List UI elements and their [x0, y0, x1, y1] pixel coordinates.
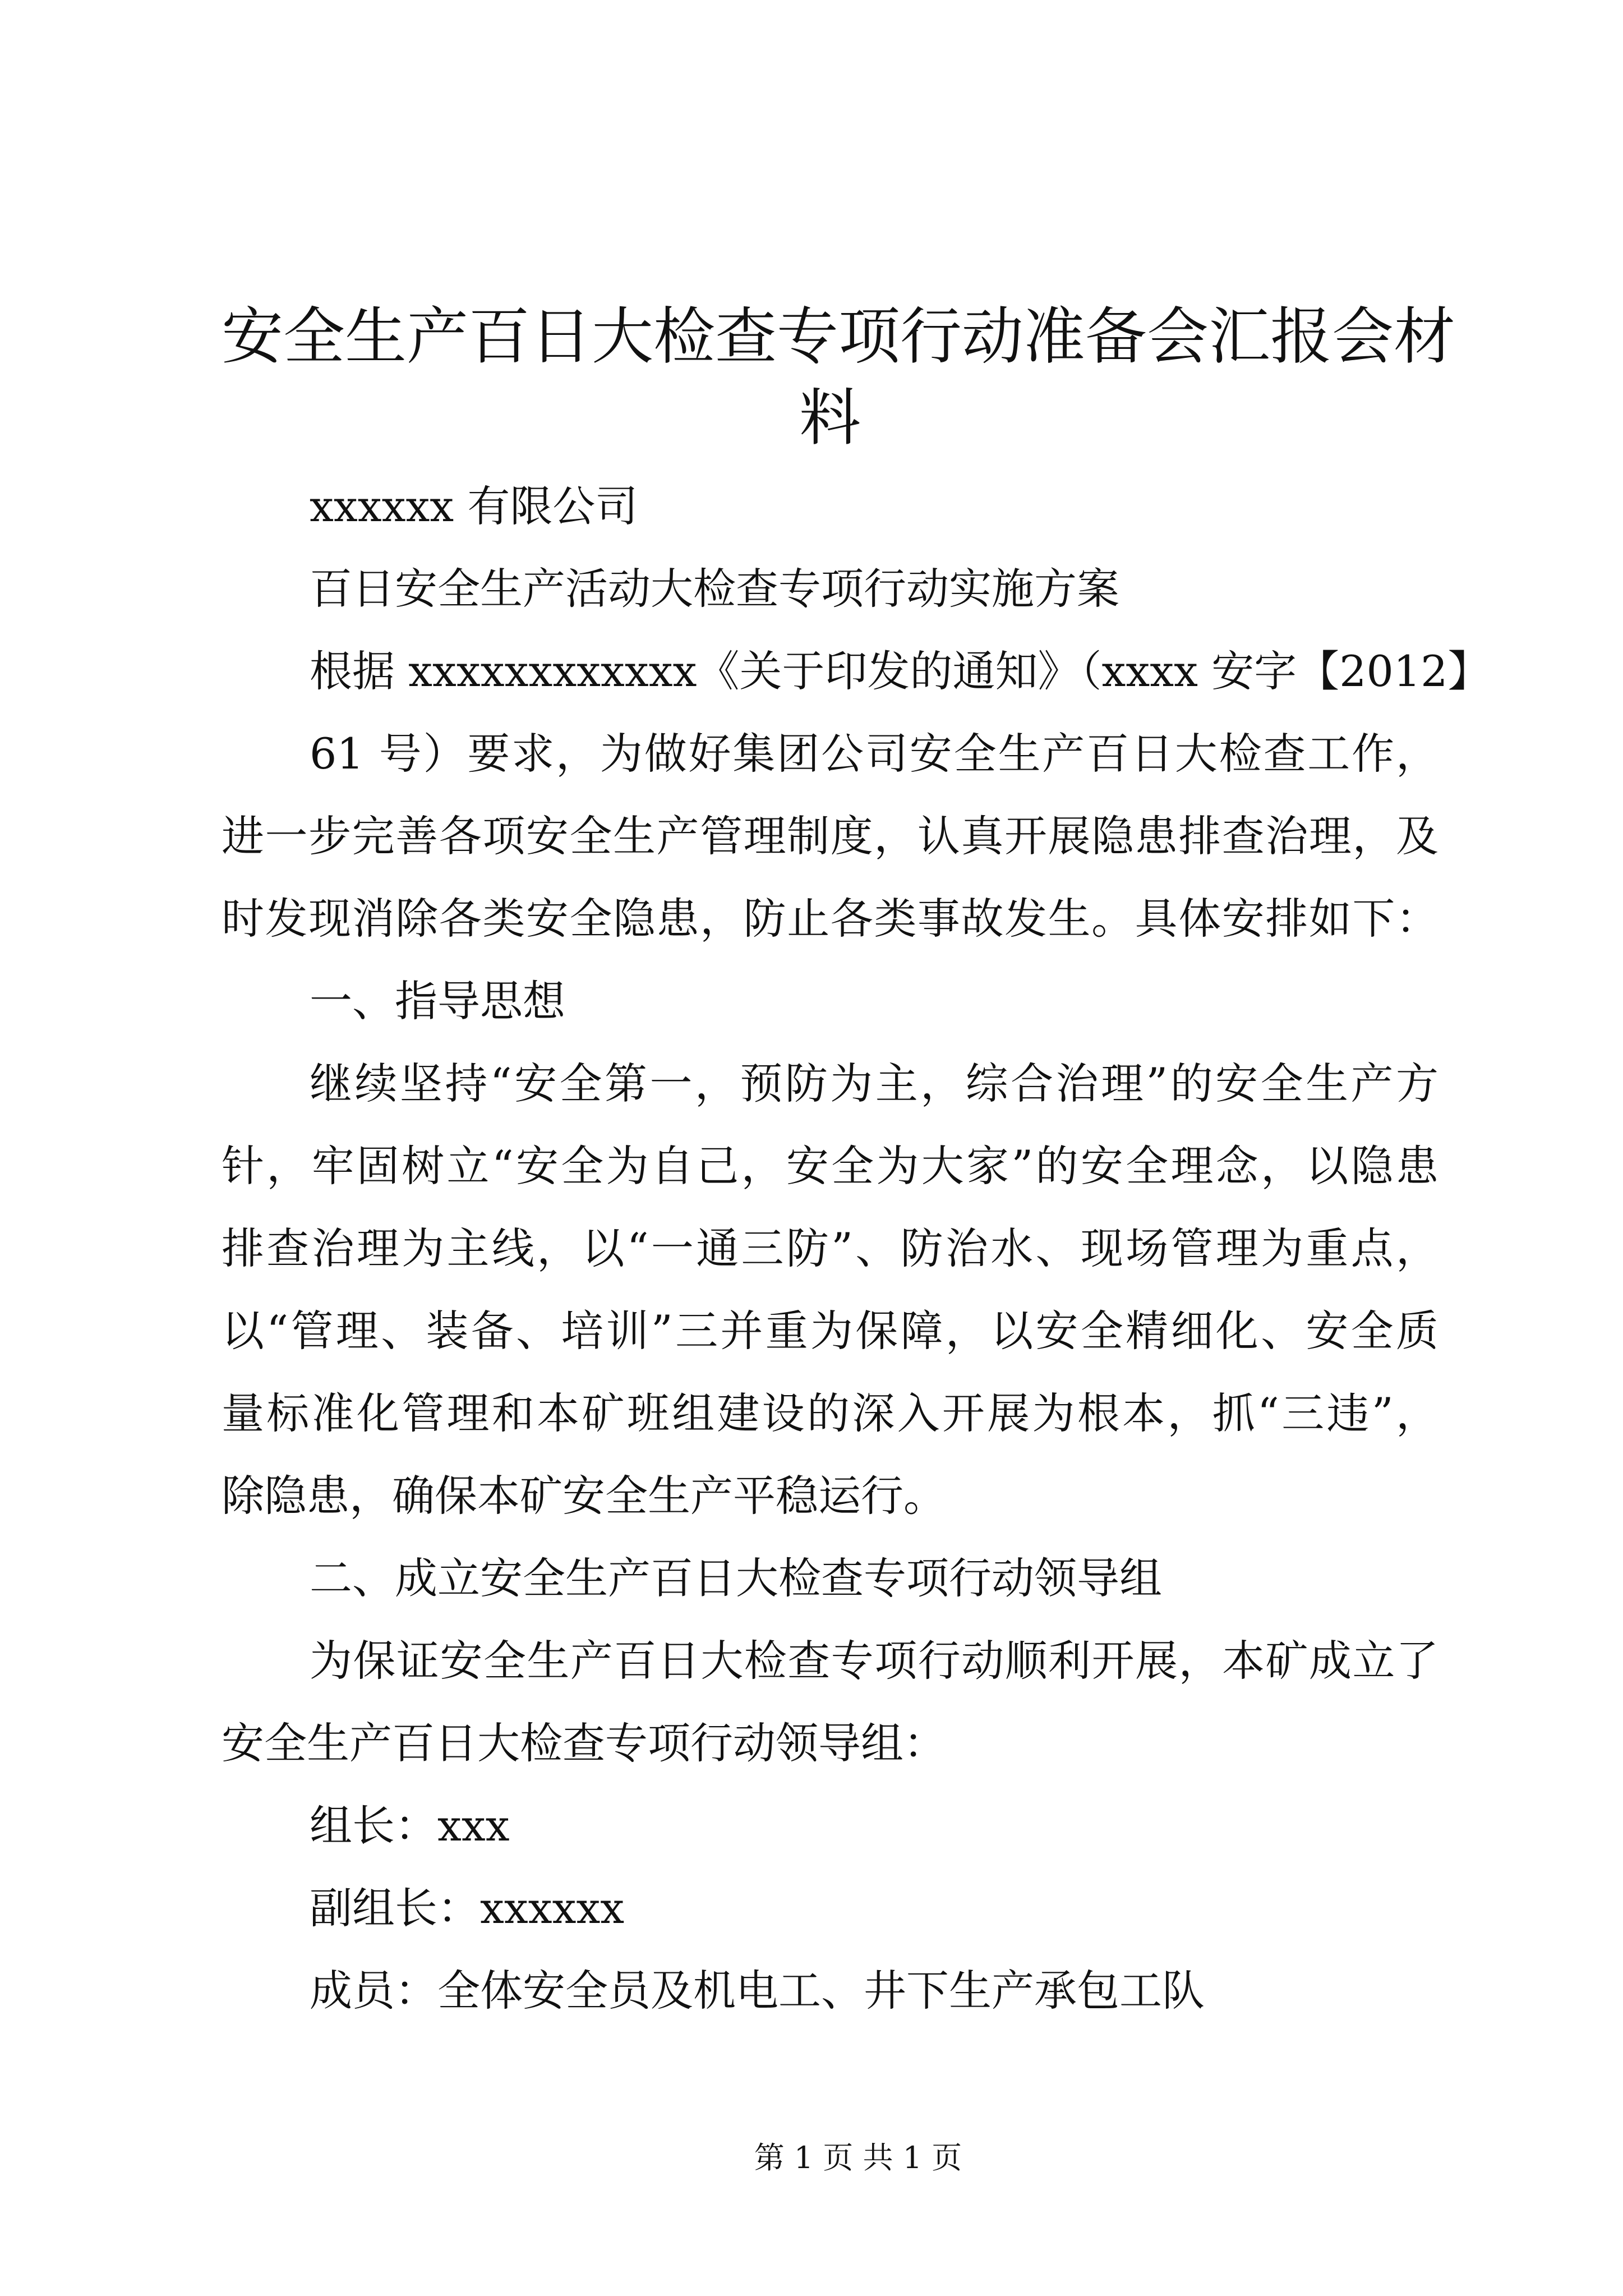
company-name: xxxxxx 有限公司 — [310, 481, 638, 531]
paragraph-line: 为保证安全生产百日大检查专项行动顺利开展，本矿成立了 — [310, 1636, 1438, 1686]
document-title — [222, 296, 1455, 459]
paragraph-line: 安全生产百日大检查专项行动领导组： — [222, 1718, 946, 1768]
title-line-2: 料 — [799, 382, 861, 454]
intro-line: 进一步完善各项安全生产管理制度，认真开展隐患排查治理，及 — [222, 811, 1438, 861]
intro-line: 时发现消除各类安全隐患，防止各类事故发生。具体安排如下： — [222, 894, 1438, 944]
deputy-group-leader: 副组长：xxxxxx — [310, 1883, 625, 1933]
intro-line: 根据 xxxxxxxxxxxx《关于印发的通知》（xxxx 安字【2012】 — [310, 646, 1491, 696]
intro-paragraph — [222, 630, 1491, 960]
group-leader: 组长：xxx — [310, 1801, 510, 1851]
paragraph-line: 除隐患，确保本矿安全生产平稳运行。 — [222, 1471, 946, 1521]
leadership-group-paragraph — [222, 1619, 1438, 1784]
page-indicator: 第 1 页 共 1 页 — [754, 2140, 962, 2175]
paragraph-line: 针，牢固树立“安全为自己，安全为大家”的安全理念，以隐患 — [222, 1141, 1438, 1191]
paragraph-line: 排查治理为主线，以“一通三防”、防治水、现场管理为重点， — [222, 1223, 1438, 1273]
paragraph-line: 继续坚持“安全第一，预防为主，综合治理”的安全生产方 — [310, 1059, 1438, 1108]
paragraph-line: 量标准化管理和本矿班组建设的深入开展为根本，抓“三违”， — [222, 1388, 1438, 1438]
paragraph-line: 以“管理、装备、培训”三并重为保障，以安全精细化、安全质 — [222, 1306, 1438, 1356]
group-members: 成员：全体安全员及机电工、井下生产承包工队 — [310, 1966, 1205, 2016]
section-heading-guiding-ideology: 一、指导思想 — [310, 976, 565, 1026]
intro-line: 61 号）要求，为做好集团公司安全生产百日大检查工作， — [310, 729, 1438, 779]
plan-title: 百日安全生产活动大检查专项行动实施方案 — [310, 564, 1119, 614]
section-heading-leadership-group: 二、成立安全生产百日大检查专项行动领导组 — [310, 1553, 1162, 1603]
title-line-1: 安全生产百日大检查专项行动准备会汇报会材 — [222, 301, 1455, 372]
document-body — [222, 465, 1491, 2032]
guiding-ideology-paragraph — [222, 1042, 1438, 1537]
